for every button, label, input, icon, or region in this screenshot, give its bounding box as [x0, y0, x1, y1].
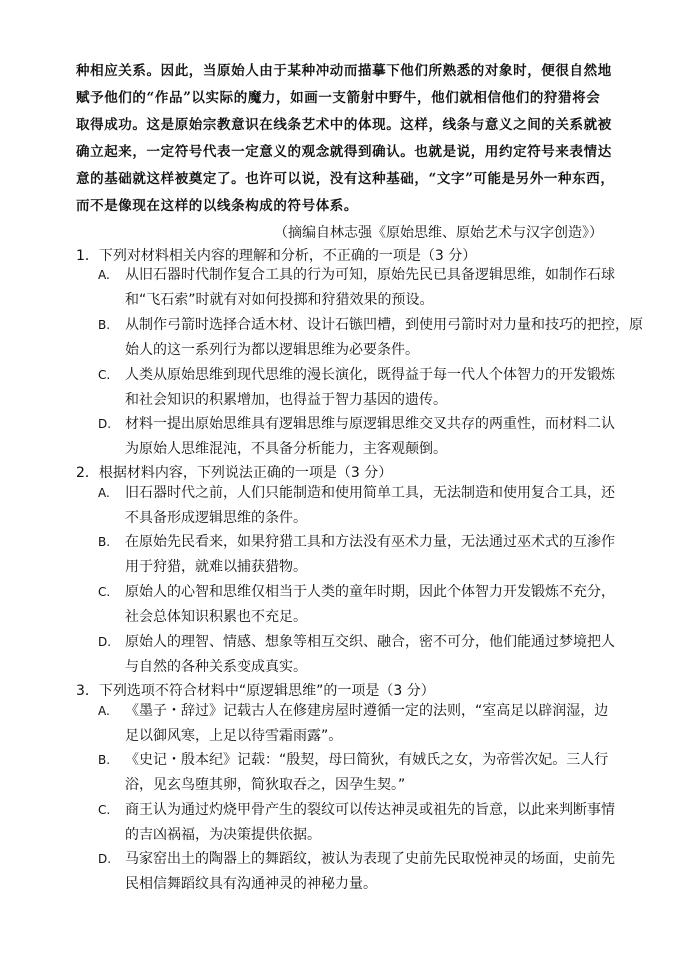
question-2-option-d — [98, 630, 638, 680]
question-1-option-d — [98, 412, 638, 462]
option-letter: C. — [98, 368, 111, 382]
option-line: 人类从原始思维到现代思维的漫长演化，既得益于每一代人个体智力的开发锻炼 — [125, 367, 615, 383]
option-line: 为原始人思维混沌，不具备分析能力，主客观颠倒。 — [125, 441, 447, 457]
option-line: 从旧石器时代制作复合工具的行为可知，原始先民已具备逻辑思维，如制作石球 — [125, 267, 615, 283]
passage-line: 而不是像现在这样的以线条构成的符号体系。 — [76, 198, 358, 214]
passage-paragraph — [76, 58, 616, 220]
option-letter: A. — [98, 486, 110, 500]
option-line: 《墨子・辞过》记载古人在修建房屋时遵循一定的法则，“室高足以辟润湿，边 — [125, 703, 609, 719]
option-letter: D. — [98, 852, 112, 866]
option-line: 《史记・殷本纪》记载：“殷契，母曰简狄，有娀氏之女，为帝喾次妃。三人行 — [125, 752, 609, 768]
option-letter: B. — [98, 535, 111, 549]
option-line: 民相信舞蹈纹具有沟通神灵的神秘力量。 — [125, 876, 377, 892]
option-line: 材料一提出原始思维具有逻辑思维与原逻辑思维交叉共存的两重性，而材料二认 — [125, 416, 615, 432]
option-line: 浴，见玄鸟堕其卵，简狄取吞之，因孕生契。” — [125, 777, 406, 793]
option-line: 原始人的理智、情感、想象等相互交织、融合，密不可分，他们能通过梦境把人 — [125, 634, 615, 650]
question-3-stem: 3．下列选项不符合材料中“原逻辑思维”的一项是（3 分） — [76, 683, 435, 699]
passage-line: 意的基础就这样被奠定了。也许可以说，没有这种基础，“文字”可能是另外一种东西， — [76, 171, 615, 187]
question-2-option-c — [98, 580, 638, 630]
option-line: 在原始先民看来，如果狩猎工具和方法没有巫术力量，无法通过巫术式的互渗作 — [125, 534, 615, 550]
option-letter: A. — [98, 704, 110, 718]
question-2-stem: 2．根据材料内容，下列说法正确的一项是（3 分） — [76, 465, 393, 481]
option-letter: B. — [98, 318, 111, 332]
option-line: 原始人的心智和思维仅相当于人类的童年时期，因此个体智力开发锻炼不充分， — [125, 584, 615, 600]
question-2-option-b — [98, 530, 638, 580]
option-letter: C. — [98, 803, 111, 817]
option-letter: C. — [98, 585, 111, 599]
question-1-option-b — [98, 313, 643, 363]
question-1-option-a — [98, 263, 638, 313]
passage-source: （摘编自林志强《原始思维、原始艺术与汉字创造》） — [274, 225, 603, 241]
option-line: 始人的这一系列行为都以逻辑思维为必要条件。 — [125, 342, 419, 358]
question-1-stem: 1．下列对材料相关内容的理解和分析，不正确的一项是（3 分） — [76, 248, 477, 264]
question-3-option-c — [98, 798, 638, 848]
option-letter: A. — [98, 268, 110, 282]
option-line: 的吉凶祸福，为决策提供依据。 — [125, 827, 321, 843]
option-line: 用于狩猎，就难以捕获猎物。 — [125, 559, 307, 575]
question-3-option-d — [98, 847, 638, 897]
passage-line: 取得成功。这是原始宗教意识在线条艺术中的体现。这样，线条与意义之间的关系就被 — [76, 117, 612, 133]
option-line: 旧石器时代之前，人们只能制造和使用简单工具，无法制造和使用复合工具，还 — [125, 485, 615, 501]
question-1-option-c — [98, 363, 638, 413]
option-line: 马家窑出土的陶器上的舞蹈纹，被认为表现了史前先民取悦神灵的场面，史前先 — [125, 851, 615, 867]
option-letter: B. — [98, 753, 111, 767]
option-line: 从制作弓箭时选择合适木材、设计石镞凹槽，到使用弓箭时对力量和技巧的把控，原 — [125, 317, 643, 333]
question-3-option-a — [98, 699, 638, 749]
option-line: 足以御风寒，上足以待雪霜雨露”。 — [125, 728, 343, 744]
passage-line: 确立起来，一定符号代表一定意义的观念就得到确认。也就是说，用约定符号来表情达 — [76, 144, 612, 160]
option-letter: D. — [98, 635, 112, 649]
question-2-option-a — [98, 481, 638, 531]
option-line: 和“飞石索”时就有对如何投掷和狩猎效果的预设。 — [125, 292, 434, 308]
passage-line: 种相应关系。因此，当原始人由于某种冲动而描摹下他们所熟悉的对象时，便很自然地 — [76, 63, 612, 79]
option-letter: D. — [98, 417, 112, 431]
option-line: 与自然的各种关系变成真实。 — [125, 659, 307, 675]
question-3-option-b — [98, 748, 638, 798]
option-line: 社会总体知识积累也不充足。 — [125, 609, 307, 625]
option-line: 不具备形成逻辑思维的条件。 — [125, 510, 307, 526]
option-line: 商王认为通过灼烧甲骨产生的裂纹可以传达神灵或祖先的旨意，以此来判断事情 — [125, 802, 615, 818]
option-line: 和社会知识的积累增加，也得益于智力基因的遗传。 — [125, 392, 447, 408]
passage-line: 赋予他们的“作品”以实际的魔力，如画一支箭射中野牛，他们就相信他们的狩猎将会 — [76, 90, 601, 106]
